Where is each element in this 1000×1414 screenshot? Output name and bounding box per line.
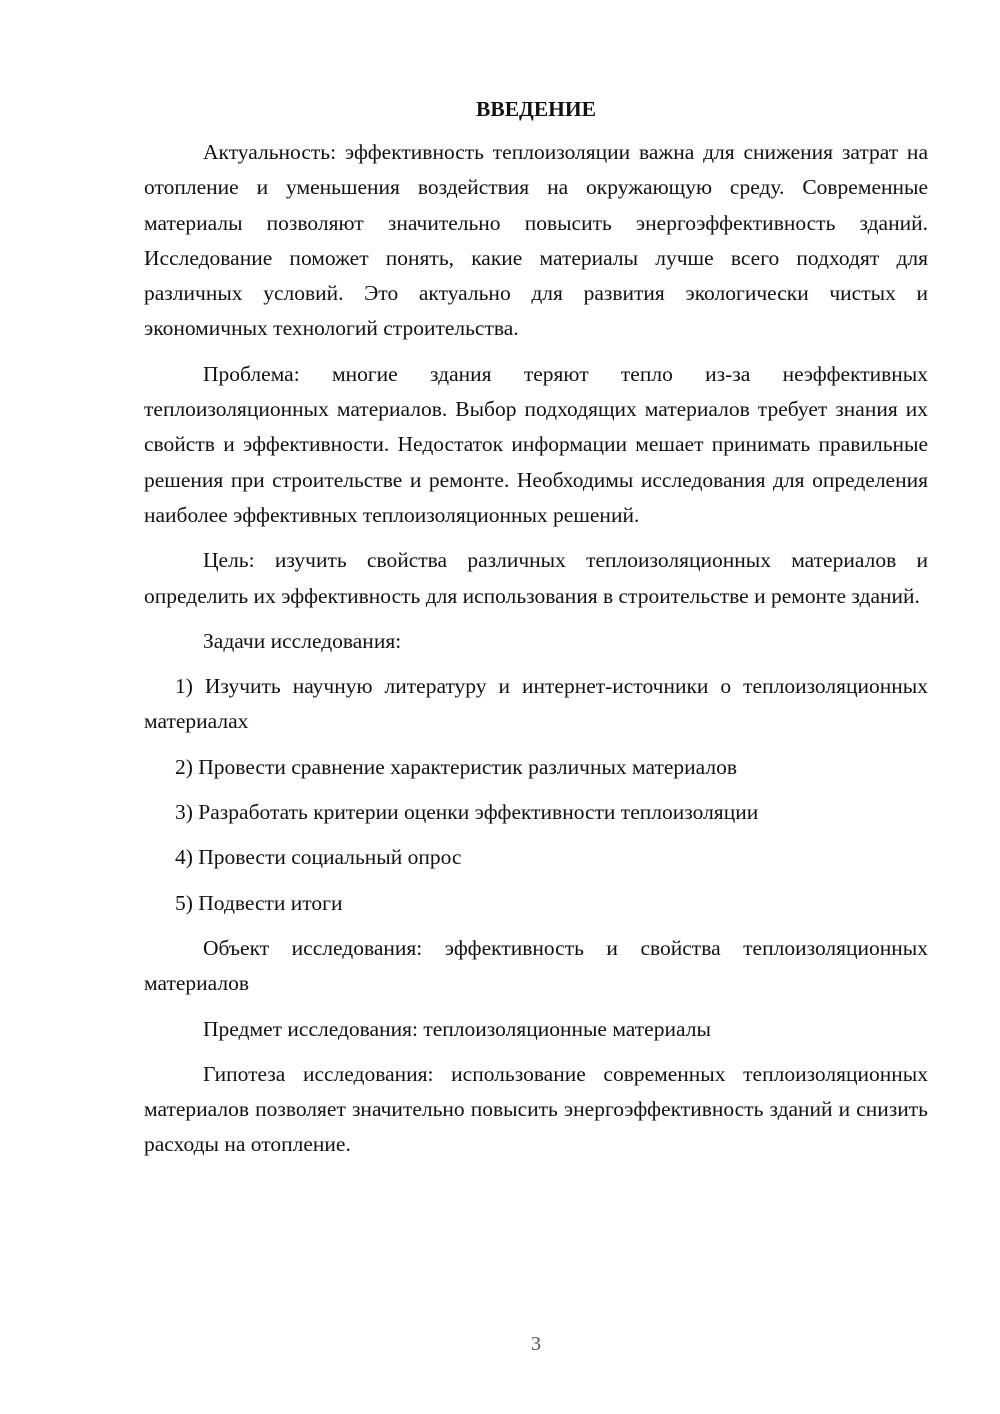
task-item-5: 5) Подвести итоги xyxy=(175,890,343,915)
paragraph-subject: Предмет исследования: теплоизоляционные материалы xyxy=(203,1016,711,1041)
paragraph-goal: Цель: изучить свойства различных теплоизоляционных материалов и определить их эффективность для использования в строительстве и ремонте зданий. xyxy=(144,548,928,608)
task-item-3: 3) Разработать критерии оценки эффективности теплоизоляции xyxy=(175,800,759,825)
paragraph-object: Объект исследования: эффективность и свойства теплоизоляционных материалов xyxy=(144,935,928,996)
paragraph-relevance: Актуальность: эффективность теплоизоляции важна для снижения затрат на отопление и уменьшения воздействия на окружающую среду. Современные материалы позволяют значительно повысить энергоэффективность зданий. Исследование поможет понять, какие материалы лучше всего подходят для различных условий. Это актуально для развития экологически чистых и экономичных технологий строительства. xyxy=(144,140,928,341)
task-item-2: 2) Провести сравнение характеристик различных материалов xyxy=(175,754,738,779)
page-number: 3 xyxy=(531,1333,541,1355)
paragraph-hypothesis: Гипотеза исследования: использование современных теплоизоляционных материалов позволяет значительно повысить энергоэффективность зданий и снизить расходы на отопление. xyxy=(144,1061,928,1157)
paragraph-tasks-heading: Задачи исследования: xyxy=(203,628,402,653)
task-item-1: 1) Изучить научную литературу и интернет-источники о теплоизоляционных материалах xyxy=(144,674,928,734)
page-title: ВВЕДЕНИЕ xyxy=(476,97,596,121)
task-item-4: 4) Провести социальный опрос xyxy=(175,845,462,870)
page-content xyxy=(144,92,928,1173)
paragraph-problem: Проблема: многие здания теряют тепло из-за неэффективных теплоизоляционных материалов. Выбор подходящих материалов требует знания их свойств и эффективности. Недостаток информации мешает принимать правильные решения при строительстве и ремонте. Необходимы исследования для определения наиболее эффективных теплоизоляционных решений. xyxy=(144,361,928,527)
